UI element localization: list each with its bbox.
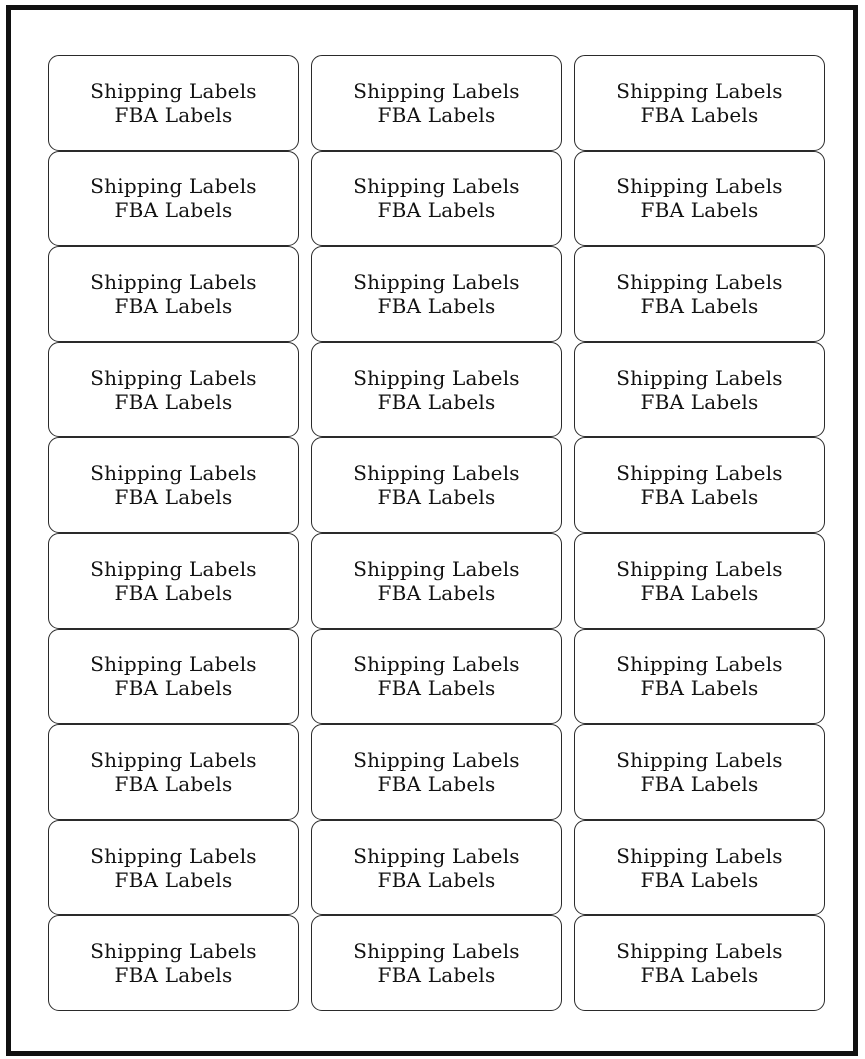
label-line-2: FBA Labels xyxy=(114,580,233,605)
label-line-2: FBA Labels xyxy=(640,771,759,796)
label-line-2: FBA Labels xyxy=(114,198,233,223)
label-line-1: Shipping Labels xyxy=(90,556,257,581)
shipping-label xyxy=(311,342,562,438)
label-line-2: FBA Labels xyxy=(640,389,759,414)
shipping-label xyxy=(574,724,825,820)
label-line-1: Shipping Labels xyxy=(90,78,257,103)
shipping-label xyxy=(574,533,825,629)
label-line-2: FBA Labels xyxy=(114,963,233,988)
shipping-label xyxy=(574,629,825,725)
label-line-2: FBA Labels xyxy=(377,771,496,796)
label-line-1: Shipping Labels xyxy=(616,269,783,294)
label-line-1: Shipping Labels xyxy=(616,78,783,103)
shipping-label xyxy=(574,55,825,151)
label-line-1: Shipping Labels xyxy=(90,843,257,868)
shipping-label xyxy=(48,915,299,1011)
label-line-1: Shipping Labels xyxy=(353,747,520,772)
label-line-2: FBA Labels xyxy=(377,867,496,892)
label-line-1: Shipping Labels xyxy=(353,939,520,964)
label-line-2: FBA Labels xyxy=(114,485,233,510)
label-line-1: Shipping Labels xyxy=(353,269,520,294)
label-line-2: FBA Labels xyxy=(640,198,759,223)
shipping-label xyxy=(311,246,562,342)
label-line-2: FBA Labels xyxy=(640,963,759,988)
label-sheet xyxy=(6,5,858,1056)
label-line-2: FBA Labels xyxy=(114,771,233,796)
label-line-1: Shipping Labels xyxy=(616,461,783,486)
label-line-2: FBA Labels xyxy=(640,580,759,605)
label-line-2: FBA Labels xyxy=(640,293,759,318)
shipping-label xyxy=(311,915,562,1011)
shipping-label xyxy=(311,55,562,151)
shipping-label xyxy=(48,820,299,916)
shipping-label xyxy=(311,437,562,533)
label-line-1: Shipping Labels xyxy=(353,174,520,199)
label-line-2: FBA Labels xyxy=(640,102,759,127)
shipping-label xyxy=(311,151,562,247)
label-line-2: FBA Labels xyxy=(377,676,496,701)
shipping-label xyxy=(311,533,562,629)
label-line-2: FBA Labels xyxy=(114,676,233,701)
shipping-label xyxy=(48,437,299,533)
shipping-label xyxy=(48,151,299,247)
shipping-label xyxy=(48,55,299,151)
label-line-2: FBA Labels xyxy=(640,867,759,892)
shipping-label xyxy=(574,820,825,916)
label-line-2: FBA Labels xyxy=(377,102,496,127)
label-line-1: Shipping Labels xyxy=(353,556,520,581)
shipping-label xyxy=(574,151,825,247)
shipping-label xyxy=(48,246,299,342)
label-line-1: Shipping Labels xyxy=(616,939,783,964)
label-line-1: Shipping Labels xyxy=(616,174,783,199)
label-line-2: FBA Labels xyxy=(640,485,759,510)
shipping-label xyxy=(574,437,825,533)
label-line-1: Shipping Labels xyxy=(90,365,257,390)
label-line-2: FBA Labels xyxy=(640,676,759,701)
label-line-1: Shipping Labels xyxy=(353,78,520,103)
label-line-1: Shipping Labels xyxy=(616,652,783,677)
label-line-1: Shipping Labels xyxy=(90,939,257,964)
label-line-1: Shipping Labels xyxy=(90,461,257,486)
label-line-2: FBA Labels xyxy=(377,198,496,223)
label-line-1: Shipping Labels xyxy=(616,556,783,581)
label-line-1: Shipping Labels xyxy=(90,174,257,199)
label-line-2: FBA Labels xyxy=(377,963,496,988)
label-line-2: FBA Labels xyxy=(114,867,233,892)
labels-grid xyxy=(48,55,825,1011)
label-line-2: FBA Labels xyxy=(114,293,233,318)
shipping-label xyxy=(311,724,562,820)
label-line-1: Shipping Labels xyxy=(616,365,783,390)
label-line-2: FBA Labels xyxy=(377,293,496,318)
shipping-label xyxy=(574,246,825,342)
label-line-1: Shipping Labels xyxy=(90,652,257,677)
label-line-2: FBA Labels xyxy=(377,389,496,414)
label-line-1: Shipping Labels xyxy=(616,747,783,772)
label-line-1: Shipping Labels xyxy=(353,461,520,486)
label-line-1: Shipping Labels xyxy=(353,652,520,677)
shipping-label xyxy=(574,915,825,1011)
shipping-label xyxy=(48,533,299,629)
label-line-2: FBA Labels xyxy=(114,102,233,127)
shipping-label xyxy=(311,820,562,916)
shipping-label xyxy=(311,629,562,725)
label-line-1: Shipping Labels xyxy=(616,843,783,868)
label-line-2: FBA Labels xyxy=(377,580,496,605)
shipping-label xyxy=(574,342,825,438)
shipping-label xyxy=(48,724,299,820)
label-line-1: Shipping Labels xyxy=(90,269,257,294)
shipping-label xyxy=(48,342,299,438)
label-line-1: Shipping Labels xyxy=(353,365,520,390)
shipping-label xyxy=(48,629,299,725)
label-line-1: Shipping Labels xyxy=(90,747,257,772)
label-line-2: FBA Labels xyxy=(114,389,233,414)
label-line-1: Shipping Labels xyxy=(353,843,520,868)
label-line-2: FBA Labels xyxy=(377,485,496,510)
